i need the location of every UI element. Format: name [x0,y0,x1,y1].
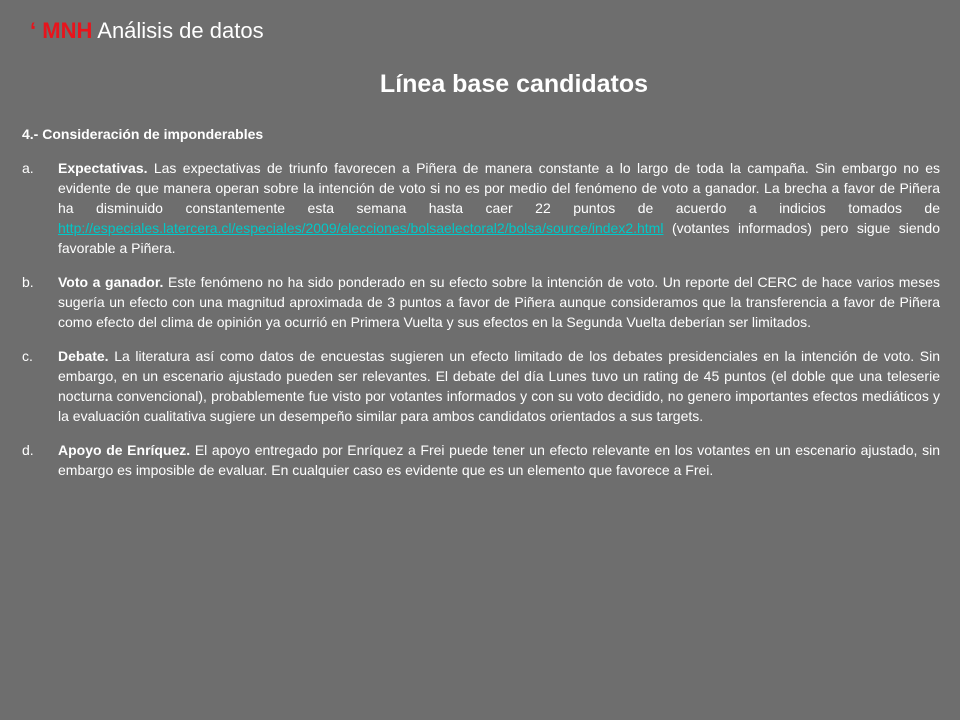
list-item-title: Expectativas. [58,160,148,176]
slide-content [22,124,940,494]
slide-title: Línea base candidatos [379,70,649,98]
list-item-body-continued: (votantes informados) pero sigue siendo favorable a Piñera. [58,220,941,256]
list-item-body: La literatura así como datos de encuestas sugieren un efecto limitado de los debates presidenciales en la intención de voto. Sin embargo, en un escenario ajustado pueden ser relevantes. El debate del día Lunes tuvo un rating de 45 puntos (el doble que una teleserie nocturna convencional), probablemente fue visto por votantes informados y con su voto decidido, no genero importantes efectos mediáticos y la evaluación cualitativa sugiere un desempeño similar para ambos candidatos orientados a sus targets. [58,348,940,424]
list-item-apoyo-de-enriquez [22,440,940,480]
list-item-body: Este fenómeno no ha sido ponderado en su efecto sobre la intención de voto. Un reporte del CERC de hace varios meses sugería un efecto con una magnitud aproximada de 3 puntos a favor de Piñera aunque consideramos que la transferencia a favor de Piñera como efecto del clima de opinión ya ocurrió en Primera Vuelta y sus efectos en la Segunda Vuelta deberían ser limitados. [58,274,940,330]
source-link[interactable]: http://especiales.latercera.cl/especiales/2009/elecciones/bolsaelectoral2/bolsa/source/index2.html [58,220,664,236]
list-item-body: El apoyo entregado por Enríquez a Frei puede tener un efecto relevante en los votantes en un escenario ajustado, sin embargo es imposible de evaluar. En cualquier caso es evidente que es un elemento que favorece a Frei. [58,442,940,478]
list-item-marker: a. [22,160,34,176]
list-item-marker: d. [22,442,34,458]
header-subtitle: Análisis de datos [97,18,264,43]
list-item-text [58,440,940,480]
list-item-title: Debate. [58,348,109,364]
slide-header [30,18,264,44]
header-quote-mark: ‘ [30,18,37,43]
list-item-marker: b. [22,274,34,290]
list-item-text [58,346,940,426]
list-item-body: Las expectativas de triunfo favorecen a Piñera de manera constante a lo largo de toda la campaña. Sin embargo no es evidente de que manera operan sobre la intención de voto si no es por medio del fenómeno de voto a ganador. La brecha a favor de Piñera ha disminuido constantemente esta semana hasta caer 22 puntos de acuerdo a indicios tomados de [58,160,940,216]
header-brand: MNH [42,18,93,43]
list-item-title: Apoyo de Enríquez. [58,442,191,458]
list-item-debate [22,346,940,426]
list-item-expectativas [22,158,940,258]
section-heading: 4.- Consideración de imponderables [22,126,264,142]
list-item-voto-a-ganador [22,272,940,332]
list-item-marker: c. [22,348,33,364]
list-item-title: Voto a ganador. [58,274,164,290]
list-item-text [58,158,940,258]
list-item-text [58,272,940,332]
